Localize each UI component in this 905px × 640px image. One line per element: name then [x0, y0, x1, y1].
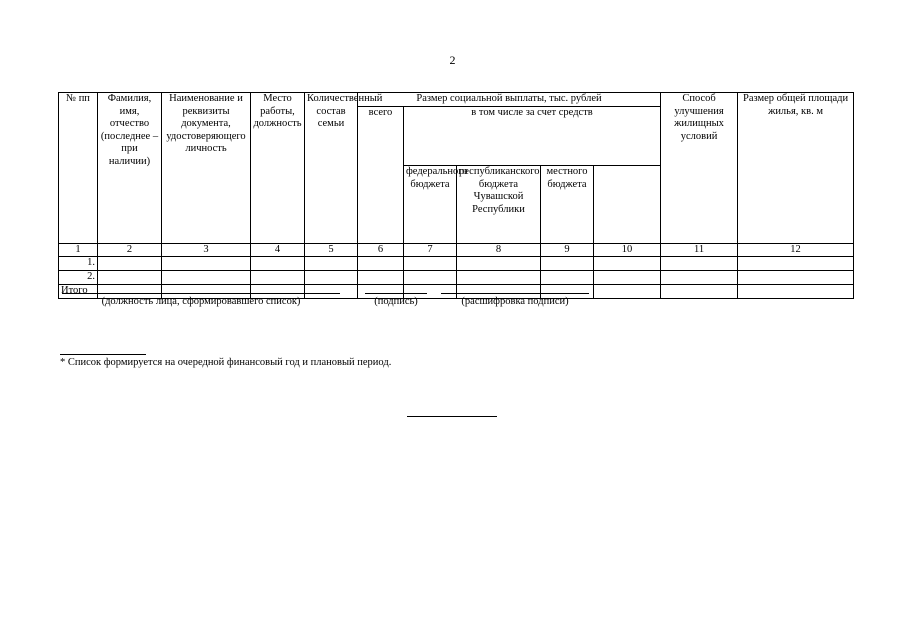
- beneficiary-list-table: [58, 92, 854, 299]
- column-number: 11: [661, 244, 738, 257]
- sign-signature-line: [365, 293, 427, 294]
- row-number: 2.: [59, 271, 98, 285]
- header-fio: Фамилия, имя, отчество (последнее – при наличии): [98, 93, 162, 244]
- table-cell: [738, 271, 854, 285]
- column-number: 4: [251, 244, 305, 257]
- header-payment: Размер социальной выплаты, тыс. рублей: [358, 93, 661, 107]
- table-cell: [358, 257, 404, 271]
- table-cell: [305, 271, 358, 285]
- table-cell: [661, 271, 738, 285]
- table-cell: [541, 271, 594, 285]
- table-row: [59, 271, 854, 285]
- header-method: Способ улучшения жилищных условий: [661, 93, 738, 244]
- table-cell: [251, 257, 305, 271]
- table-cell: [661, 257, 738, 271]
- name-signature-line: [441, 293, 589, 294]
- header-including: в том числе за счет средств: [404, 106, 661, 166]
- table-cell: [162, 257, 251, 271]
- page-number: 2: [449, 53, 456, 67]
- header-republic: республиканского бюджета Чувашской Республики: [457, 166, 541, 244]
- table-cell: [98, 271, 162, 285]
- table-cell: [162, 271, 251, 285]
- column-number: 5: [305, 244, 358, 257]
- position-signature-line: [62, 293, 340, 294]
- table-cell: [457, 257, 541, 271]
- column-number: 6: [358, 244, 404, 257]
- table-cell: [594, 257, 661, 271]
- header-document: Наименование и реквизиты документа, удостоверяющего личность: [162, 93, 251, 244]
- table-cell: [404, 271, 457, 285]
- end-of-document-line: [407, 416, 497, 417]
- total-label: Итого: [59, 285, 98, 299]
- footnote-separator: [60, 354, 146, 355]
- column-number: 12: [738, 244, 854, 257]
- column-number: 2: [98, 244, 162, 257]
- column-number: 7: [404, 244, 457, 257]
- table-cell: [251, 271, 305, 285]
- table-cell: [594, 271, 661, 285]
- column-number: 3: [162, 244, 251, 257]
- header-area: Размер общей площади жилья, кв. м: [738, 93, 854, 244]
- table-cell: [457, 271, 541, 285]
- header-local: местного бюджета: [541, 166, 594, 244]
- column-number: 9: [541, 244, 594, 257]
- table-cell: [594, 285, 661, 299]
- column-number: 8: [457, 244, 541, 257]
- position-caption: (должность лица, сформировавшего список): [101, 296, 301, 307]
- header-row-1: [59, 93, 854, 107]
- table-cell: [404, 257, 457, 271]
- table-row: [59, 257, 854, 271]
- header-workplace: Место работы, должность: [251, 93, 305, 244]
- column-number: 1: [59, 244, 98, 257]
- table-cell: [305, 257, 358, 271]
- header-family-size: Количественный состав семьи: [305, 93, 358, 244]
- table-cell: [358, 271, 404, 285]
- row-number: 1.: [59, 257, 98, 271]
- sign-caption: (подпись): [374, 296, 418, 307]
- column-number-row: [59, 244, 854, 257]
- header-num: № пп: [59, 93, 98, 244]
- header-federal: федерального бюджета: [404, 166, 457, 244]
- footnote: * Список формируется на очередной финансовый год и плановый период.: [60, 357, 392, 368]
- table-cell: [738, 285, 854, 299]
- name-caption: (расшифровка подписи): [461, 296, 569, 307]
- table-cell: [661, 285, 738, 299]
- table-cell: [98, 257, 162, 271]
- table-cell: [541, 257, 594, 271]
- table-cell: [738, 257, 854, 271]
- column-number: 10: [594, 244, 661, 257]
- header-total: всего: [358, 106, 404, 244]
